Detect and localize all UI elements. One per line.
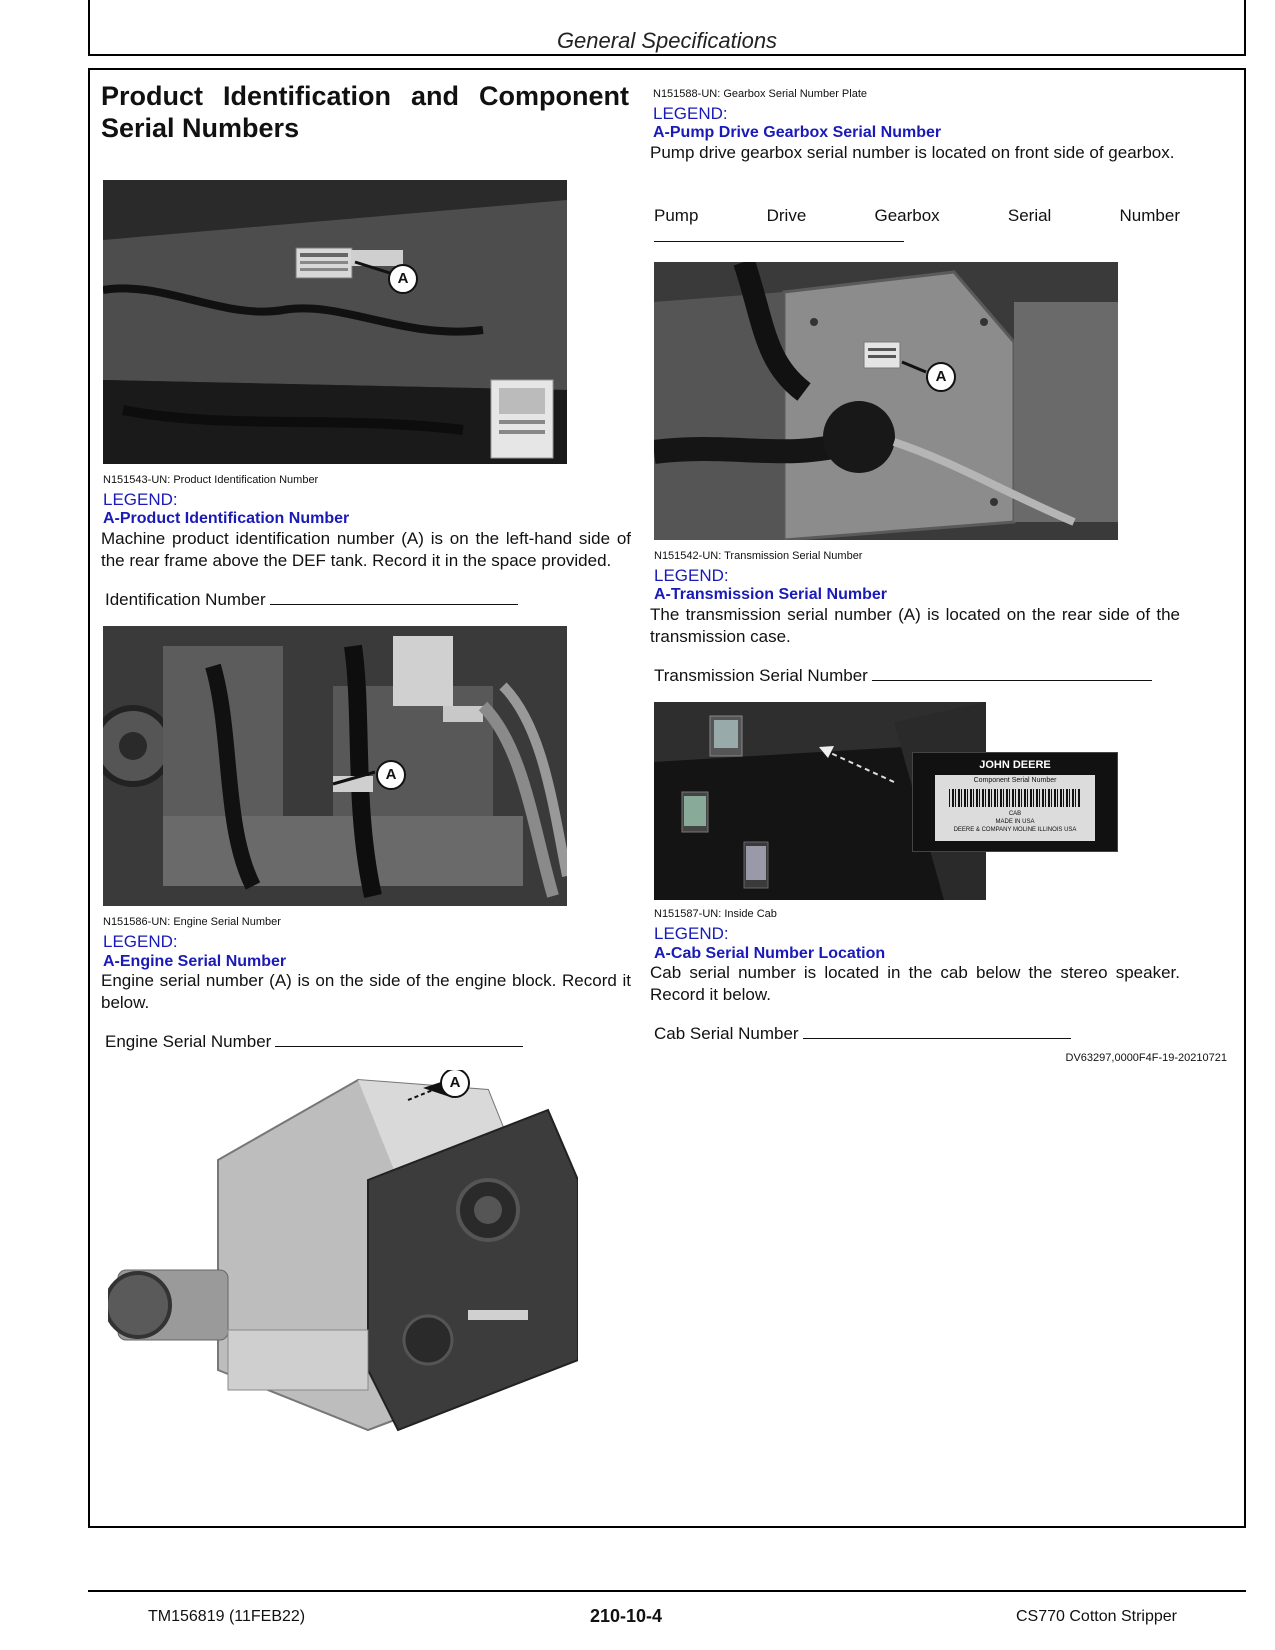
transmission-photo-illustration <box>654 262 1118 540</box>
engine-photo-illustration <box>103 626 567 906</box>
barcode <box>949 789 1081 807</box>
footer-rule <box>88 1590 1246 1592</box>
write-in-line <box>275 1032 523 1047</box>
record-label: Identification Number <box>105 590 266 609</box>
label-company: DEERE & COMPANY MOLINE ILLINOIS USA <box>953 827 1077 833</box>
cab-serial-record <box>654 1024 1071 1044</box>
section-heading-line1: Product Identification and Component <box>101 81 629 111</box>
record-word: Serial <box>1007 206 1052 225</box>
write-in-line <box>872 666 1152 681</box>
figure-caption: N151543-UN: Product Identification Number <box>103 474 319 486</box>
footer-product-name: CS770 Cotton Stripper <box>1016 1608 1177 1625</box>
product-id-photo <box>103 180 567 464</box>
footer-page-number: 210-10-4 <box>590 1606 663 1626</box>
gearbox-rendering <box>108 1070 578 1450</box>
body-paragraph: Engine serial number (A) is on the side of the engine block. Record it below. <box>101 971 631 1012</box>
write-in-line <box>270 590 518 605</box>
cab-serial-label-inset <box>912 752 1118 852</box>
legend-item: A-Engine Serial Number <box>103 953 287 970</box>
label-plate <box>935 775 1095 841</box>
label-title: Component Serial Number <box>973 777 1057 784</box>
pump-drive-gearbox-record <box>654 206 1180 226</box>
transmission-photo <box>654 262 1118 540</box>
callout-a: A <box>926 362 956 392</box>
page-header-title: General Specifications <box>556 28 778 53</box>
identification-number-record <box>105 590 518 610</box>
legend-item: A-Transmission Serial Number <box>654 586 887 603</box>
label-made: MADE IN USA <box>995 819 1035 825</box>
write-in-line <box>654 241 904 242</box>
callout-a: A <box>440 1070 470 1098</box>
legend-title: LEGEND: <box>654 566 729 585</box>
legend-title: LEGEND: <box>103 932 178 951</box>
label-cab: CAB <box>1008 811 1022 817</box>
header-frame <box>88 0 1246 56</box>
gearbox-illustration <box>108 1070 578 1450</box>
engine-serial-record <box>105 1032 523 1052</box>
legend-item: A-Cab Serial Number Location <box>654 945 886 962</box>
record-word: Gearbox <box>874 206 940 225</box>
record-word: Number <box>1119 206 1180 225</box>
figure-caption: N151587-UN: Inside Cab <box>654 908 777 920</box>
document-id: DV63297,0000F4F-19-20210721 <box>1065 1052 1227 1064</box>
section-heading <box>101 80 629 144</box>
engine-photo <box>103 626 567 906</box>
callout-a: A <box>388 264 418 294</box>
legend-item: A-Pump Drive Gearbox Serial Number <box>653 124 942 141</box>
section-heading-line2: Serial Numbers <box>101 113 300 143</box>
record-label: Transmission Serial Number <box>654 666 868 685</box>
figure-caption: N151542-UN: Transmission Serial Number <box>654 550 863 562</box>
write-in-line <box>803 1024 1071 1039</box>
footer-manual-id: TM156819 (11FEB22) <box>148 1608 306 1625</box>
transmission-serial-record <box>654 666 1152 686</box>
label-brand: JOHN DEERE <box>979 759 1051 771</box>
body-paragraph: Pump drive gearbox serial number is located on front side of gearbox. <box>650 143 1175 162</box>
body-paragraph: Cab serial number is located in the cab below the stereo speaker. Record it below. <box>650 963 1180 1004</box>
legend-item: A-Product Identification Number <box>103 510 350 527</box>
legend-title: LEGEND: <box>653 104 728 123</box>
body-paragraph: The transmission serial number (A) is located on the rear side of the transmission case. <box>650 605 1180 646</box>
legend-title: LEGEND: <box>103 490 178 509</box>
record-label: Cab Serial Number <box>654 1024 799 1043</box>
legend-title: LEGEND: <box>654 924 729 943</box>
figure-caption: N151588-UN: Gearbox Serial Number Plate <box>653 88 867 100</box>
product-id-photo-illustration <box>103 180 567 464</box>
record-label: Engine Serial Number <box>105 1032 272 1051</box>
figure-caption: N151586-UN: Engine Serial Number <box>103 916 281 928</box>
body-paragraph: Machine product identification number (A) is on the left-hand side of the rear frame above the DEF tank. Record it in the space provided. <box>101 529 631 570</box>
record-word: Pump <box>654 206 699 225</box>
record-word: Drive <box>766 206 807 225</box>
callout-a: A <box>376 760 406 790</box>
